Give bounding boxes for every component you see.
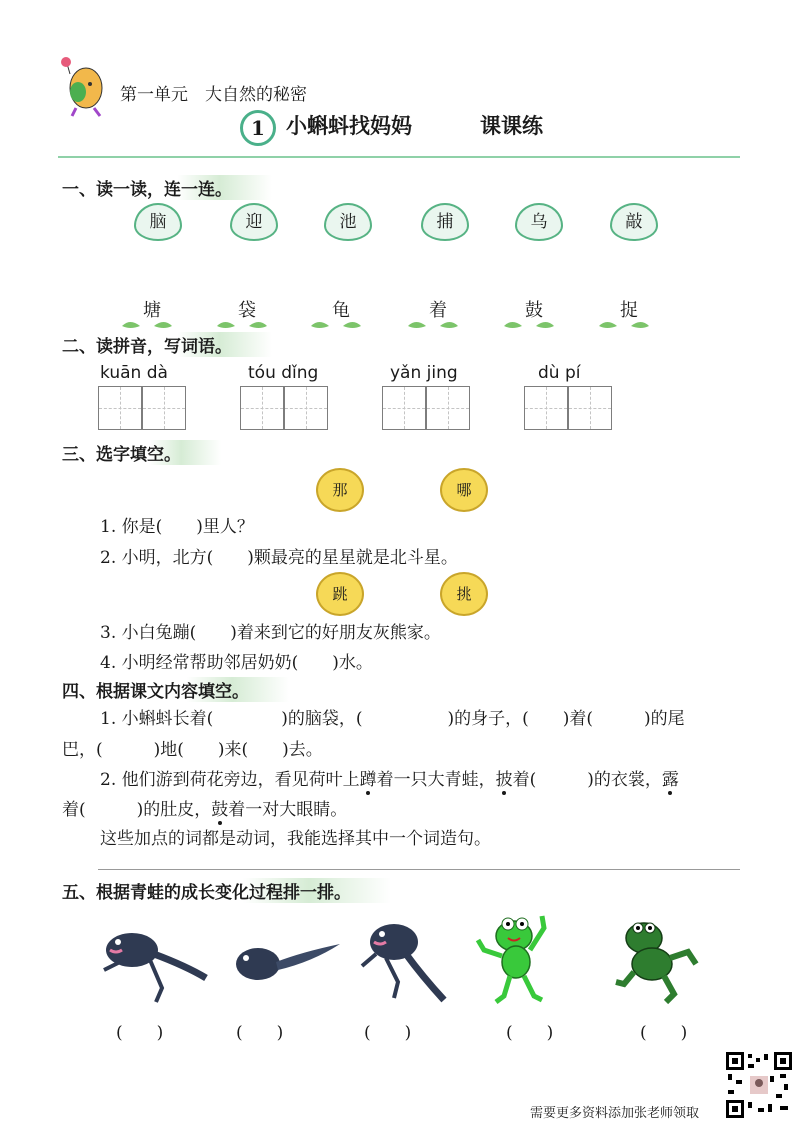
dotted-verb: 露	[661, 770, 679, 790]
footer-note: 需要更多资料添加张老师领取	[530, 1106, 700, 1121]
answer-paren-5[interactable]: ( )	[640, 1023, 688, 1043]
answer-paren-1[interactable]: ( )	[116, 1023, 164, 1043]
fill-line-3: 3. 小白兔蹦( )着来到它的好朋友灰熊家。	[100, 623, 441, 643]
chick-char-3: 跳	[316, 572, 364, 616]
adult-frog-icon	[604, 908, 704, 1008]
lesson-number-badge: 1	[240, 110, 276, 146]
dotted-verb: 鼓	[211, 800, 229, 820]
section5-title: 五、根据青蛙的成长变化过程排一排。	[62, 878, 391, 903]
writing-grid[interactable]	[284, 386, 328, 430]
leaf-char-6: 敲	[610, 203, 658, 241]
sprout-char-6: 捉	[620, 300, 638, 321]
sprout-char-4: 着	[429, 300, 447, 321]
pinyin-4: dù pí	[538, 363, 581, 383]
leaf-char-4: 捕	[421, 203, 469, 241]
sprout-char-3: 龟	[332, 300, 350, 321]
fill-line-2: 2. 小明，北方( )颗最亮的星星就是北斗星。	[100, 548, 458, 568]
passage-line-3	[100, 765, 679, 790]
lesson-type: 课课练	[480, 113, 543, 138]
young-frog-icon	[468, 906, 568, 1006]
tadpole-icon	[232, 928, 344, 990]
pinyin-3: yǎn jing	[390, 363, 458, 383]
leaf-char-3: 池	[324, 203, 372, 241]
pinyin-1: kuān dà	[100, 363, 168, 383]
sprout-icons	[120, 318, 660, 332]
writing-grid[interactable]	[240, 386, 284, 430]
section3-title: 三、选字填空。	[62, 440, 221, 465]
leaf-char-2: 迎	[230, 203, 278, 241]
leaf-char-5: 乌	[515, 203, 563, 241]
passage-line-5: 这些加点的词都是动词，我能选择其中一个词造句。	[100, 829, 491, 849]
writing-grid[interactable]	[568, 386, 612, 430]
answer-paren-2[interactable]: ( )	[236, 1023, 284, 1043]
passage-line-2: 巴，( )地( )来( )去。	[62, 740, 323, 760]
fill-line-1: 1. 你是( )里人？	[100, 517, 254, 537]
unit-title: 第一单元 大自然的秘密	[120, 85, 307, 105]
dotted-verb: 蹲	[359, 770, 377, 790]
passage-text: 着一只大青蛙，	[376, 770, 496, 790]
dotted-verb: 披	[495, 770, 513, 790]
passage-line-4	[62, 795, 347, 820]
writing-grid[interactable]	[382, 386, 426, 430]
writing-grid[interactable]	[142, 386, 186, 430]
pinyin-2: tóu dǐng	[248, 363, 319, 383]
passage-text: 着( )的衣裳，	[512, 770, 662, 790]
header-divider	[58, 156, 740, 158]
answer-paren-3[interactable]: ( )	[364, 1023, 412, 1043]
writing-grid[interactable]	[524, 386, 568, 430]
passage-text: 着一对大眼睛。	[228, 800, 348, 820]
passage-line-1: 1. 小蝌蚪长着( )的脑袋，( )的身子，( )着( )的尾	[100, 709, 685, 729]
section4-title: 四、根据课文内容填空。	[62, 677, 289, 702]
writing-line[interactable]	[98, 869, 740, 870]
chick-char-4: 挑	[440, 572, 488, 616]
leaf-char-1: 脑	[134, 203, 182, 241]
sprout-char-2: 袋	[238, 300, 256, 321]
qr-code-icon	[724, 1050, 794, 1120]
passage-text: 2. 他们游到荷花旁边，看见荷叶上	[100, 770, 360, 790]
mascot-illustration	[56, 56, 116, 118]
sprout-char-1: 塘	[143, 300, 161, 321]
writing-grid[interactable]	[426, 386, 470, 430]
section2-title: 二、读拼音，写词语。	[62, 332, 272, 357]
chick-char-1: 那	[316, 468, 364, 512]
chick-char-2: 哪	[440, 468, 488, 512]
writing-grid[interactable]	[98, 386, 142, 430]
sprout-char-5: 鼓	[525, 300, 543, 321]
tadpole-with-legs-icon	[96, 918, 212, 1006]
passage-text: 着( )的肚皮，	[62, 800, 212, 820]
tadpole-four-legs-icon	[356, 914, 450, 1006]
fill-line-4: 4. 小明经常帮助邻居奶奶( )水。	[100, 653, 373, 673]
section1-title: 一、读一读，连一连。	[62, 175, 272, 200]
lesson-title: 小蝌蚪找妈妈	[286, 113, 412, 138]
answer-paren-4[interactable]: ( )	[506, 1023, 554, 1043]
